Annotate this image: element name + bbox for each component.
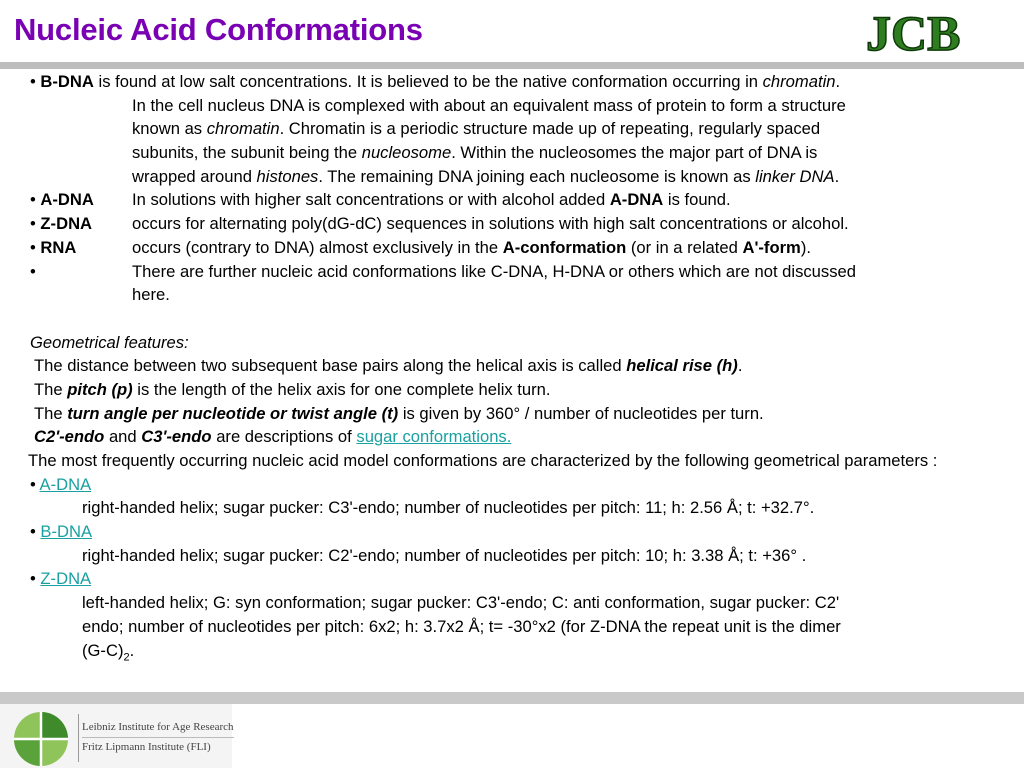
text: chromatin — [206, 119, 280, 139]
bdna-line-1: • B-DNA is found at low salt concentrations. It is believed to be the native conformation occurring in chromatin. — [30, 72, 841, 91]
model-adna-title: • A-DNA — [30, 474, 92, 494]
rna-line: • RNA occurs (contrary to DNA) almost exclusively in the A-conformation (or in a related A'-form). — [30, 237, 811, 257]
bdna-line-2: In the cell nucleus DNA is complexed with about an equivalent mass of protein to form a structure — [132, 95, 846, 115]
bdna-line-4 — [30, 141, 1005, 165]
adna-label: A-DNA — [40, 190, 94, 210]
text: are descriptions of — [211, 427, 357, 447]
zdna-label: Z-DNA — [40, 214, 93, 234]
text: The — [34, 403, 68, 423]
endo-line — [30, 425, 1005, 449]
text: . — [834, 166, 840, 186]
model-zdna-desc-3 — [30, 639, 1005, 663]
footer-institute — [82, 718, 234, 757]
text: known as — [132, 119, 207, 139]
text: The — [34, 379, 68, 399]
text: (G-C) — [82, 640, 124, 660]
zdna-line: • Z-DNA occurs for alternating poly(dG-dC) sequences in solutions with high salt concentrations or alcohol. — [30, 214, 849, 234]
text: In solutions with higher salt concentrations or with alcohol added — [132, 190, 610, 210]
text: A-conformation — [502, 237, 627, 257]
institute-name: Leibniz Institute for Age Research — [82, 718, 234, 738]
model-bdna-title: • B-DNA — [30, 522, 93, 542]
text: linker DNA — [755, 166, 835, 186]
text: 2 — [123, 650, 130, 663]
text: is found. — [663, 190, 731, 210]
text: . Chromatin is a periodic structure made up of repeating, regularly spaced — [279, 119, 821, 139]
model-zdna-desc-2: endo; number of nucleotides per pitch: 6x2; h: 3.7x2 Å; t= -30°x2 (for Z-DNA the repeat unit is the dimer — [82, 616, 841, 636]
bdna-link[interactable]: B-DNA — [40, 522, 93, 542]
fli-logo-icon — [10, 710, 72, 768]
text: is the length of the helix axis for one complete helix turn. — [132, 379, 551, 399]
text: wrapped around — [132, 166, 257, 186]
text: . Within the nucleosomes the major part of DNA is — [451, 143, 818, 163]
text: pitch (p) — [67, 379, 133, 399]
intro-paragraph: The most frequently occurring nucleic acid model conformations are characterized by the following geometrical parameters : — [28, 451, 938, 470]
logo-text: JCB — [866, 5, 961, 61]
text: Geometrical features: — [30, 332, 189, 352]
text: histones — [256, 166, 319, 186]
text: ). — [800, 237, 811, 257]
text: There are further nucleic acid conformations like C-DNA, H-DNA or others which are not discussed — [132, 261, 856, 281]
rna-label: RNA — [40, 237, 77, 257]
text: (or in a related — [626, 237, 743, 257]
footer-divider — [0, 692, 1024, 704]
text: A'-form — [742, 237, 801, 257]
slide-content — [30, 70, 1005, 662]
rise-line — [30, 354, 1005, 378]
model-zdna-title: • Z-DNA — [30, 569, 92, 589]
text: nucleosome — [361, 143, 452, 163]
text: occurs for alternating poly(dG-dC) sequences in solutions with high salt concentrations or alcohol. — [132, 214, 849, 234]
text: turn angle per nucleotide or twist angle (t) — [67, 403, 399, 423]
page-title: Nucleic Acid Conformations — [14, 12, 423, 47]
model-zdna-desc-1: left-handed helix; G: syn conformation; sugar pucker: C3'-endo; C: anti conformation, sugar pucker: C2' — [82, 593, 840, 613]
text: helical rise (h) — [626, 356, 738, 376]
text: . The remaining DNA joining each nucleosome is known as — [318, 166, 756, 186]
bdna-label: B-DNA — [40, 72, 94, 91]
geometry-heading — [30, 331, 1005, 355]
zdna-link[interactable]: Z-DNA — [40, 569, 92, 589]
twist-line — [30, 402, 1005, 426]
institute-subname: Fritz Lipmann Institute (FLI) — [82, 741, 211, 753]
text: C2'-endo — [34, 427, 105, 447]
adna-line: • A-DNA In solutions with higher salt concentrations or with alcohol added A-DNA is found. — [30, 190, 731, 210]
adna-link[interactable]: A-DNA — [39, 474, 92, 494]
model-adna-desc: right-handed helix; sugar pucker: C3'-endo; number of nucleotides per pitch: 11; h: 2.56 Å; t: +32.7°. — [82, 498, 815, 518]
model-bdna-desc: right-handed helix; sugar pucker: C2'-endo; number of nucleotides per pitch: 10; h: 3.38 Å; t: +36° . — [82, 545, 807, 565]
text: . — [737, 356, 743, 376]
header-divider — [0, 62, 1024, 69]
text: The distance between two subsequent base pairs along the helical axis is called — [34, 356, 627, 376]
pitch-line — [30, 378, 1005, 402]
text: and — [104, 427, 142, 447]
text: . — [129, 640, 135, 660]
text: is given by 360° / number of nucleotides per turn. — [398, 403, 764, 423]
text: A-DNA — [609, 190, 664, 210]
text: . — [835, 72, 841, 91]
bdna-line-5 — [30, 165, 1005, 189]
other-line-1: • There are further nucleic acid conformations like C-DNA, H-DNA or others which are not discussed — [30, 261, 856, 281]
text: subunits, the subunit being the — [132, 143, 362, 163]
text: occurs (contrary to DNA) almost exclusively in the — [132, 237, 503, 257]
sugar-conformations-link[interactable]: sugar conformations. — [356, 427, 512, 447]
text: C3'-endo — [141, 427, 212, 447]
text: is found at low salt concentrations. It is believed to be the native conformation occurring in — [93, 72, 763, 91]
spacer — [30, 307, 1005, 331]
text: chromatin — [762, 72, 836, 91]
bdna-line-3 — [30, 117, 1005, 141]
jcb-logo — [858, 0, 1024, 62]
other-line-2: here. — [132, 285, 170, 305]
footer-separator — [78, 714, 79, 762]
